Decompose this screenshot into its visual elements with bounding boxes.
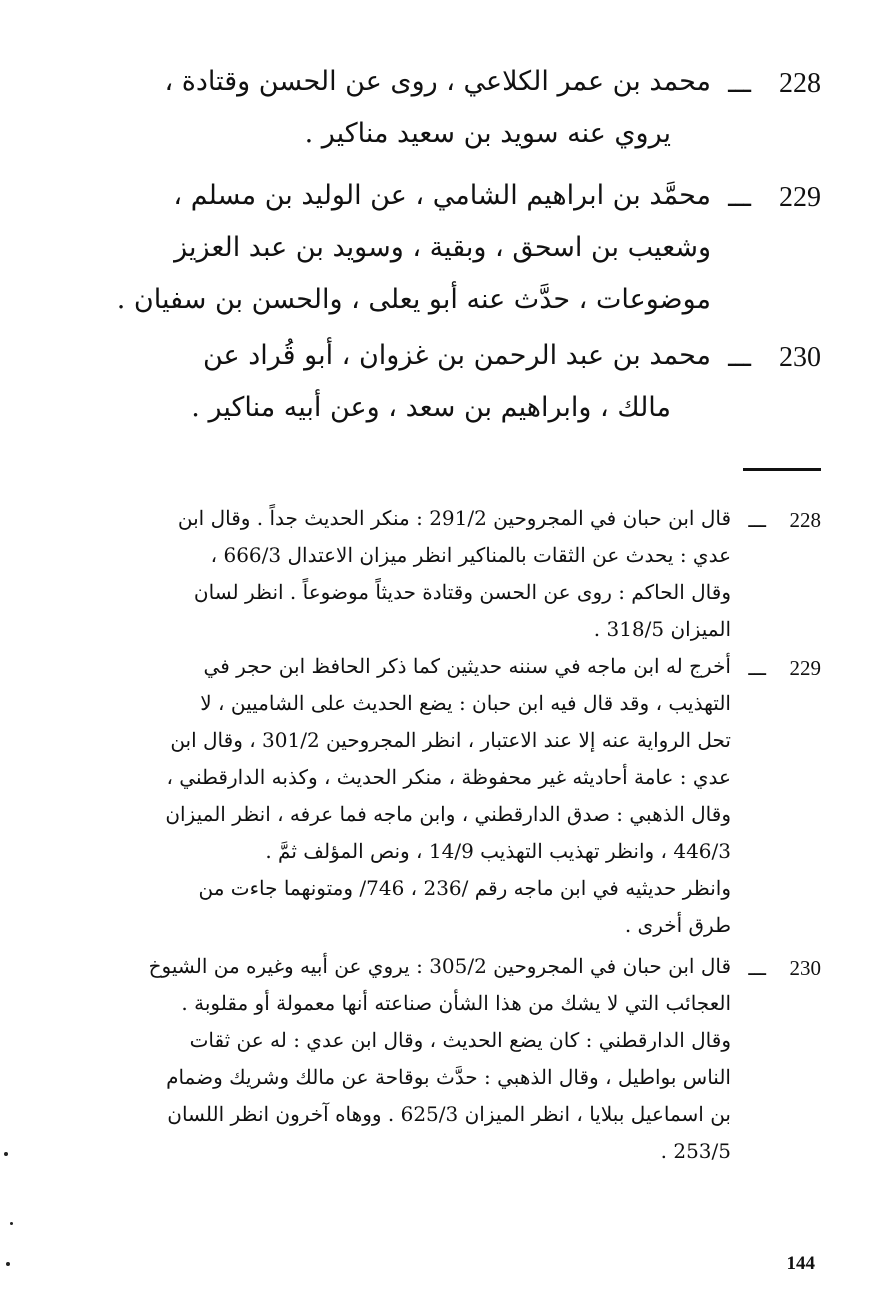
- entry-229: [116, 170, 821, 326]
- footnote-line: العجائب التي لا يشك من هذا الشأن صناعته أنها معمولة أو مقلوبة .: [181, 991, 731, 1015]
- entry-230: [121, 330, 821, 434]
- footnote-line: 446/3 ، وانظر تهذيب التهذيب 14/9 ، ونص المؤلف ثمَّ .: [265, 839, 731, 863]
- entry-text: [116, 170, 711, 326]
- footnote-line: وانظر حديثيه في ابن ماجه رقم /236 ، 746/ ومتونهما جاءت من: [198, 876, 731, 900]
- footnote-line: قال ابن حبان في المجروحين 291/2 : منكر الحديث جداً . وقال ابن: [177, 506, 731, 530]
- footnote-line: 253/5 .: [660, 1139, 731, 1163]
- footnote-line: طرق أخرى .: [624, 913, 731, 937]
- scan-speck: [6, 1262, 10, 1266]
- footnote-line: عدي : يحدث عن الثقات بالمناكير انظر ميزان الاعتدال 666/3 ،: [210, 543, 731, 567]
- footnote-number: 229: [789, 656, 821, 680]
- footnote-dash: ـــ: [748, 508, 766, 532]
- entry-line: محمد بن عبد الرحمن بن غزوان ، أبو قُراد عن: [202, 340, 711, 371]
- entry-line: محمَّد بن ابراهيم الشامي ، عن الوليد بن مسلم ،: [173, 180, 711, 211]
- entry-text: [121, 56, 711, 160]
- footnote-230: [121, 948, 821, 1170]
- entry-dash: ـــ: [728, 343, 751, 373]
- footnote-229: [121, 648, 821, 944]
- footnote-line: التهذيب ، وقد قال فيه ابن حبان : يضع الحديث على الشاميين ، لا: [200, 691, 731, 715]
- footnote-text: [121, 648, 731, 944]
- footnote-line: وقال الدارقطني : كان يضع الحديث ، وقال ابن عدي : له عن ثقات: [189, 1028, 731, 1052]
- footnote-separator: [743, 468, 821, 471]
- footnote-228: [121, 500, 821, 648]
- footnote-line: عدي : عامة أحاديثه غير محفوظة ، منكر الحديث ، وكذبه الدارقطني ،: [166, 765, 731, 789]
- entry-dash: ـــ: [728, 183, 751, 213]
- footnote-line: قال ابن حبان في المجروحين 305/2 : يروي عن أبيه وغيره من الشيوخ: [148, 954, 731, 978]
- entry-line: وشعيب بن اسحق ، وبقية ، وسويد بن عبد العزيز: [174, 232, 711, 263]
- footnote-line: أخرج له ابن ماجه في سننه حديثين كما ذكر الحافظ ابن حجر في: [203, 654, 731, 678]
- entry-number: 228: [779, 68, 821, 99]
- footnote-line: الميزان 318/5 .: [593, 617, 731, 641]
- entry-line: يروي عنه سويد بن سعيد مناكير .: [304, 118, 671, 149]
- entry-line: موضوعات ، حدَّث عنه أبو يعلى ، والحسن بن سفيان .: [116, 284, 711, 315]
- entry-228: [121, 56, 821, 160]
- entry-number: 229: [779, 182, 821, 213]
- footnote-line: وقال الحاكم : روى عن الحسن وقتادة حديثاً موضوعاً . انظر لسان: [193, 580, 731, 604]
- entry-line: مالك ، وابراهيم بن سعد ، وعن أبيه مناكير .: [191, 392, 671, 423]
- footnote-line: الناس بواطيل ، وقال الذهبي : حدَّث بوقاحة عن مالك وشريك وضمام: [166, 1065, 731, 1089]
- footnote-text: [121, 948, 731, 1170]
- entry-dash: ـــ: [728, 69, 751, 99]
- footnote-line: بن اسماعيل ببلايا ، انظر الميزان 625/3 . ووهاه آخرون انظر اللسان: [167, 1102, 731, 1126]
- footnote-text: [121, 500, 731, 648]
- scan-speck: [4, 1152, 8, 1156]
- footnote-dash: ـــ: [748, 656, 766, 680]
- footnote-number: 228: [789, 508, 821, 532]
- footnote-line: وقال الذهبي : صدق الدارقطني ، وابن ماجه فما عرفه ، انظر الميزان: [165, 802, 731, 826]
- footnote-line: تحل الرواية عنه إلا عند الاعتبار ، انظر المجروحين 301/2 ، وقال ابن: [170, 728, 731, 752]
- scan-speck: [10, 1222, 13, 1225]
- entry-number: 230: [779, 342, 821, 373]
- footnote-dash: ـــ: [748, 956, 766, 980]
- page-number: 144: [786, 1253, 815, 1274]
- entry-text: [121, 330, 711, 434]
- entry-line: محمد بن عمر الكلاعي ، روى عن الحسن وقتادة ،: [164, 66, 711, 97]
- footnote-number: 230: [789, 956, 821, 980]
